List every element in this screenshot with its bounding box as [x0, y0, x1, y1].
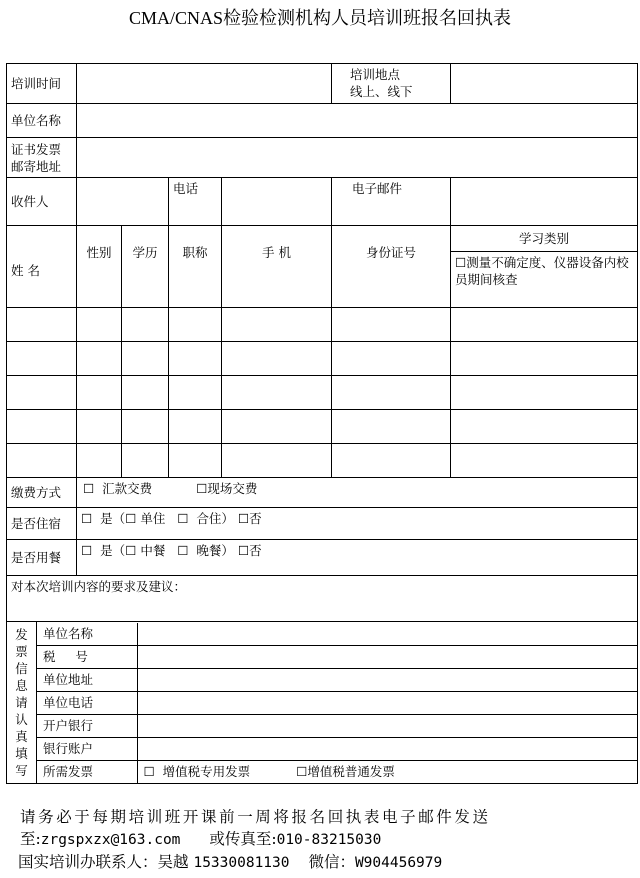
attendee-education-cell[interactable]: [122, 410, 169, 444]
attendee-gender-header: 性别: [77, 226, 122, 308]
attendee-title-cell[interactable]: [169, 308, 222, 342]
training-time-input[interactable]: [77, 64, 332, 104]
invoice-bank-account-label: 银行账户: [37, 737, 137, 760]
attendee-education-cell[interactable]: [122, 444, 169, 478]
attendee-title-cell[interactable]: [169, 444, 222, 478]
attendee-title-cell[interactable]: [169, 342, 222, 376]
footer-contact-prefix: 国实培训办联系人：: [18, 853, 158, 871]
email-input[interactable]: [451, 178, 638, 226]
unit-name-label: 单位名称: [7, 104, 77, 138]
meal-label: 是否用餐: [7, 540, 77, 576]
attendee-mobile-cell[interactable]: [222, 342, 332, 376]
training-location-mode: 线上、线下: [350, 84, 413, 99]
page-title: [0, 4, 640, 30]
invoice-side-char: 写: [15, 763, 28, 778]
study-category-header: 学习类别: [451, 226, 638, 252]
title-latin: CMA/CNAS: [128, 8, 224, 28]
attendee-education-cell[interactable]: [122, 342, 169, 376]
registration-form: [6, 63, 638, 784]
attendee-mobile-cell[interactable]: [222, 376, 332, 410]
lodging-label: 是否住宿: [7, 508, 77, 540]
invoice-type-options: [137, 760, 637, 783]
training-time-label: 培训时间: [7, 64, 77, 104]
invoice-bank-label: 开户银行: [37, 714, 137, 737]
attendee-title-header: 职称: [169, 226, 222, 308]
invoice-unit-name-input[interactable]: [137, 623, 637, 646]
invoice-bank-account-input[interactable]: [137, 737, 637, 760]
phone-label: 电话: [169, 178, 222, 226]
attendee-row: [7, 410, 638, 444]
attendee-row: [7, 376, 638, 410]
attendee-name-cell[interactable]: [7, 308, 77, 342]
footer-email[interactable]: zrgspxzx@163.com: [40, 832, 181, 848]
unit-name-input[interactable]: [77, 104, 638, 138]
invoice-side-char: 票: [15, 644, 28, 659]
footer-line-2: [20, 828, 630, 851]
attendee-category-cell[interactable]: [451, 444, 638, 478]
invoice-unit-address-label: 单位地址: [37, 668, 137, 691]
attendee-mobile-header: 手 机: [222, 226, 332, 308]
payment-transfer-checkbox[interactable]: ☐ 汇款交费: [83, 481, 153, 496]
invoice-general-vat-checkbox[interactable]: ☐增值税普通发票: [296, 763, 395, 779]
attendee-id-cell[interactable]: [332, 308, 451, 342]
attendee-name-header: 姓 名: [7, 226, 77, 308]
invoice-side-char: 息: [15, 678, 28, 693]
attendee-name-cell[interactable]: [7, 410, 77, 444]
invoice-side-char: 信: [15, 661, 28, 676]
invoice-special-vat-checkbox[interactable]: ☐ 增值税专用发票: [143, 763, 251, 779]
attendee-name-cell[interactable]: [7, 376, 77, 410]
invoice-side-char: 填: [15, 746, 28, 761]
invoice-side-label: [7, 622, 37, 784]
payment-label: 缴费方式: [7, 478, 77, 508]
attendee-name-cell[interactable]: [7, 342, 77, 376]
attendee-id-header: 身份证号: [332, 226, 451, 308]
footer-contact-name: 吴越: [157, 853, 189, 871]
attendee-mobile-cell[interactable]: [222, 308, 332, 342]
suggestion-label: 对本次培训内容的要求及建议：: [11, 579, 187, 594]
attendee-education-cell[interactable]: [122, 376, 169, 410]
invoice-unit-phone-input[interactable]: [137, 691, 637, 714]
invoice-section: [37, 622, 638, 784]
attendee-category-cell[interactable]: [451, 308, 638, 342]
attendee-title-cell[interactable]: [169, 410, 222, 444]
invoice-side-char: 请: [15, 695, 28, 710]
recipient-input[interactable]: [77, 178, 169, 226]
attendee-row: [7, 444, 638, 478]
invoice-table: [37, 623, 637, 783]
lodging-options[interactable]: ☐ 是（☐ 单住 ☐ 合住） ☐否: [77, 508, 638, 540]
footer-fax: 010-83215030: [276, 832, 382, 848]
invoice-bank-input[interactable]: [137, 714, 637, 737]
attendee-category-cell[interactable]: [451, 342, 638, 376]
attendee-gender-cell[interactable]: [77, 308, 122, 342]
phone-input[interactable]: [222, 178, 332, 226]
invoice-side-char: 发: [15, 627, 28, 642]
training-location-input[interactable]: [451, 64, 638, 104]
attendee-id-cell[interactable]: [332, 376, 451, 410]
attendee-category-cell[interactable]: [451, 410, 638, 444]
attendee-gender-cell[interactable]: [77, 444, 122, 478]
payment-options: [77, 478, 638, 508]
attendee-category-cell[interactable]: [451, 376, 638, 410]
invoice-unit-name-label: 单位名称: [37, 623, 137, 646]
attendee-education-cell[interactable]: [122, 308, 169, 342]
footer-instructions: [20, 806, 630, 874]
training-location-label: [332, 64, 451, 104]
attendee-mobile-cell[interactable]: [222, 410, 332, 444]
attendee-id-cell[interactable]: [332, 444, 451, 478]
attendee-gender-cell[interactable]: [77, 410, 122, 444]
invoice-side-char: 认: [15, 712, 28, 727]
attendee-gender-cell[interactable]: [77, 342, 122, 376]
study-category-option[interactable]: [451, 252, 638, 308]
title-cjk: 检验检测机构人员培训班报名回执表: [223, 8, 512, 29]
attendee-title-cell[interactable]: [169, 376, 222, 410]
attendee-id-cell[interactable]: [332, 342, 451, 376]
footer-wechat: W904456979: [354, 855, 443, 871]
attendee-mobile-cell[interactable]: [222, 444, 332, 478]
footer-wechat-prefix: 微信：: [308, 853, 355, 871]
invoice-unit-phone-label: 单位电话: [37, 691, 137, 714]
meal-options[interactable]: ☐ 是（☐ 中餐 ☐ 晚餐） ☐否: [77, 540, 638, 576]
invoice-tax-no-label: 税 号: [37, 645, 137, 668]
footer-email-prefix: 至:: [20, 830, 41, 848]
invoice-type-label: 所需发票: [37, 760, 137, 783]
footer-line-3: [18, 851, 630, 874]
footer-contact-phone: 15330081130: [193, 855, 290, 871]
invoice-address-label: 证书发票邮寄地址: [7, 138, 77, 178]
attendee-row: [7, 342, 638, 376]
footer-fax-prefix: 或传真至:: [209, 830, 277, 848]
attendee-name-cell[interactable]: [7, 444, 77, 478]
invoice-side-char: 真: [15, 729, 28, 744]
training-location-title: 培训地点: [350, 67, 401, 82]
footer-line-1: 请务必于每期培训班开课前一周将报名回执表电子邮件发送: [20, 808, 491, 826]
attendee-gender-cell[interactable]: [77, 376, 122, 410]
invoice-tax-no-input[interactable]: [137, 645, 637, 668]
attendee-row: [7, 308, 638, 342]
invoice-address-input[interactable]: [77, 138, 638, 178]
attendee-education-header: 学历: [122, 226, 169, 308]
attendee-id-cell[interactable]: [332, 410, 451, 444]
payment-onsite-checkbox[interactable]: ☐现场交费: [196, 481, 258, 496]
email-label: 电子邮件: [332, 178, 451, 226]
suggestion-field[interactable]: [7, 576, 638, 622]
recipient-label: 收件人: [7, 178, 77, 226]
study-category-option-label: ☐测量不确定度、仪器设备内校员期间核查: [455, 255, 629, 287]
invoice-unit-address-input[interactable]: [137, 668, 637, 691]
